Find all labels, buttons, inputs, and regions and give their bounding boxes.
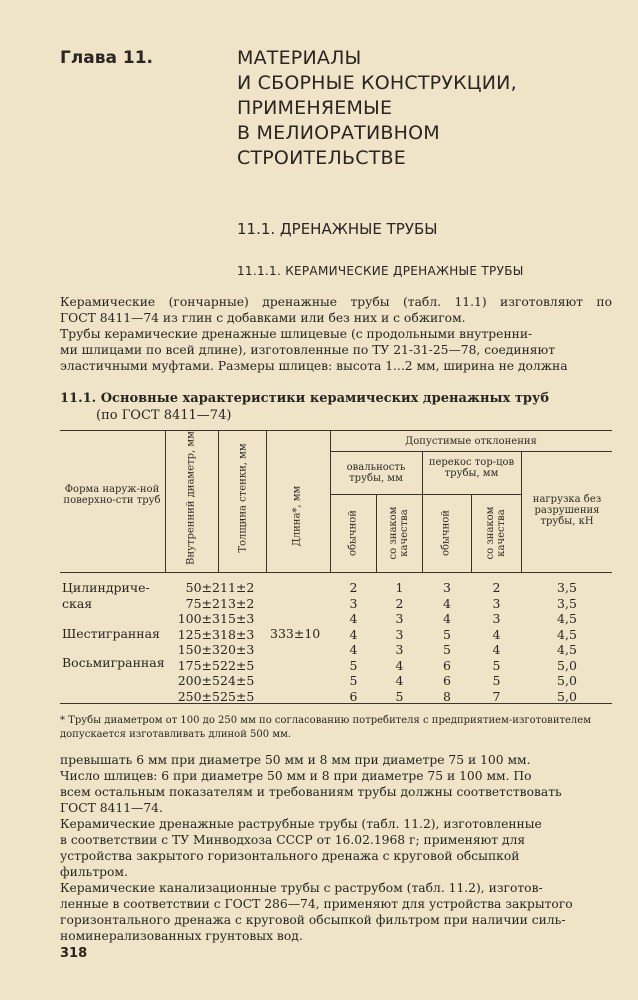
section-title: 11.1. ДРЕНАЖНЫЕ ТРУБЫ: [237, 220, 438, 238]
header-form: Форма наруж-ной поверхно-сти труб: [63, 484, 161, 506]
table-cell-s2: 7: [492, 688, 501, 704]
table-cell-s1: 8: [443, 688, 451, 704]
header-tolerances: Допустимые отклонения: [405, 436, 537, 447]
table-cell-d: 125±3: [177, 626, 220, 642]
table-cell-w: 20±3: [220, 642, 255, 657]
table-cell-s1: 4: [443, 611, 451, 626]
table-cell-s1: 6: [443, 657, 451, 673]
text-line: ленные в соответствии с ГОСТ 286—74, применяют для устройства закрытого: [60, 897, 573, 911]
table-caption-sub: (по ГОСТ 8411—74): [96, 408, 232, 423]
form-cylindrical: Цилиндриче-ская: [62, 580, 150, 611]
table-cell-s2: 3: [492, 595, 501, 611]
table-cell-d: 150±3: [177, 642, 220, 657]
chapter-title: [237, 46, 597, 171]
text-line: горизонтального дренажа с круговой обсыпкой фильтром при наличии силь-: [60, 913, 566, 927]
subgroup-rule: [330, 494, 521, 495]
header-quality-text: со знаком качества: [485, 506, 507, 560]
text-line: ми шлицами по всей длине), изготовленные по ТУ 21-31-25—78, соединяют: [60, 343, 556, 357]
table-cell-s2: 5: [492, 673, 501, 688]
table-cell-load: 3,5: [557, 580, 577, 595]
table-cell-s1: 6: [443, 673, 451, 688]
table-cell-s1: 5: [443, 642, 451, 657]
table-cell-o2: 1: [395, 580, 404, 595]
table-cell-o2: 3: [395, 626, 404, 642]
table-cell-o2: 3: [395, 642, 404, 657]
table-cell-d: 100±3: [177, 611, 220, 626]
header-inner-diameter-text: Внутренний диаметр, мм: [185, 431, 197, 565]
header-ordinary-text: обычной: [347, 510, 359, 556]
table-cell-s2: 3: [492, 611, 501, 626]
column-divider: [471, 494, 472, 572]
text-line: Керамические (гончарные) дренажные трубы (табл. 11.1) изготовляют по: [60, 295, 612, 309]
chapter-title-line: И СБОРНЫЕ КОНСТРУКЦИИ,: [237, 72, 517, 94]
table-cell-w: 18±3: [220, 626, 255, 642]
header-bottom-rule: [60, 572, 612, 573]
header-inner-diameter: [186, 431, 197, 565]
text-line: эластичными муфтами. Размеры шлицев: высота 1...2 мм, ширина не должна: [60, 359, 568, 373]
table-cell-w: 11±2: [220, 580, 255, 595]
table-cell-o1: 4: [349, 626, 358, 642]
table-cell-o1: 4: [349, 611, 358, 626]
text-line: Число шлицев: 6 при диаметре 50 мм и 8 при диаметре 75 и 100 мм. По: [60, 769, 532, 783]
chapter-title-line: СТРОИТЕЛЬСТВЕ: [237, 147, 406, 169]
text-line: в соответствии с ТУ Минводхоза СССР от 16.02.1968 г; применяют для: [60, 833, 526, 847]
table-cell-load: 3,5: [557, 595, 577, 611]
text-line: ГОСТ 8411—74.: [60, 801, 163, 815]
table-cell-s2: 2: [492, 580, 501, 595]
table-cell-d: 75±2: [185, 595, 220, 611]
table-cell-load: 5,0: [557, 657, 577, 673]
table-cell-w: 13±2: [220, 595, 255, 611]
table-cell-s2: 4: [492, 626, 501, 642]
table-cell-o1: 5: [349, 657, 358, 673]
form-hexagonal: Шестигранная: [62, 626, 160, 641]
table-footnote: * Трубы диаметром от 100 до 250 мм по согласованию потребителя с предприятием-изготовителем допускается изготавливать длиной 500 мм.: [60, 715, 591, 740]
column-divider: [330, 430, 331, 572]
column-divider: [218, 430, 219, 572]
header-ovality: овальность трубы, мм: [346, 462, 406, 484]
table-cell-w: 22±5: [220, 657, 255, 673]
header-length: [292, 486, 303, 547]
chapter-title-line: МАТЕРИАЛЫ: [237, 47, 362, 69]
subsection-title: 11.1.1. КЕРАМИЧЕСКИЕ ДРЕНАЖНЫЕ ТРУБЫ: [237, 264, 524, 278]
table-cell-o1: 3: [349, 595, 358, 611]
table-cell-d: 200±5: [177, 673, 220, 688]
length-value: 333±10: [270, 626, 321, 641]
table-cell-o1: 6: [349, 688, 358, 704]
table-cell-d: 50±2: [185, 580, 220, 595]
table-cell-load: 4,5: [557, 626, 577, 642]
header-wall-text: Толщина стенки, мм: [237, 443, 249, 553]
text-line: номинерализованных грунтовых вод.: [60, 929, 303, 943]
continuation-paragraph: [60, 752, 612, 944]
table-cell-o2: 2: [395, 595, 404, 611]
table-cell-s1: 4: [443, 595, 451, 611]
table-cell-o2: 4: [395, 673, 404, 688]
form-octagonal: Восьмигранная: [62, 655, 165, 670]
text-line: устройства закрытого горизонтального дренажа с круговой обсыпкой: [60, 849, 520, 863]
table-caption: [60, 390, 549, 424]
table-cell-s1: 3: [443, 580, 451, 595]
table-cell-o1: 4: [349, 642, 358, 657]
table-cell-o2: 4: [395, 657, 404, 673]
table-cell-o2: 3: [395, 611, 404, 626]
column-divider: [376, 494, 377, 572]
header-quality-ovality: [388, 498, 410, 568]
header-wall-thickness: [238, 443, 249, 552]
table-cell-s2: 4: [492, 642, 501, 657]
table-top-rule: [60, 430, 612, 431]
table-cell-s2: 5: [492, 657, 501, 673]
text-line: превышать 6 мм при диаметре 50 мм и 8 мм при диаметре 75 и 100 мм.: [60, 753, 531, 767]
table-cell-o1: 5: [349, 673, 358, 688]
table-cell-o2: 5: [395, 688, 404, 704]
column-divider: [422, 451, 423, 572]
header-load: нагрузка без разрушения трубы, кН: [532, 494, 602, 527]
table-cell-d: 175±5: [177, 657, 220, 673]
table-cell-o1: 2: [349, 580, 358, 595]
text-line: фильтром.: [60, 865, 128, 879]
chapter-title-line: ПРИМЕНЯЕМЫЕ: [237, 97, 393, 119]
table-cell-w: 15±3: [220, 611, 255, 626]
header-quality-text: со знаком качества: [388, 506, 410, 560]
column-divider: [165, 430, 166, 572]
table-caption-title: 11.1. Основные характеристики керамических дренажных труб: [60, 391, 549, 406]
table-cell-load: 5,0: [557, 673, 577, 688]
table-cell-load: 5,0: [557, 688, 577, 704]
header-quality-skew: [485, 498, 507, 568]
text-line: Трубы керамические дренажные шлицевые (с продольными внутренни-: [60, 327, 533, 341]
table-cell-load: 4,5: [557, 611, 577, 626]
table-cell-w: 25±5: [220, 688, 255, 704]
header-ordinary-ovality: [348, 510, 359, 556]
text-line: всем остальным показателям и требованиям трубы должны соответствовать: [60, 785, 562, 799]
table-cell-load: 4,5: [557, 642, 577, 657]
text-line: ГОСТ 8411—74 из глин с добавками или без них и с обжигом.: [60, 311, 466, 325]
page-number: 318: [60, 946, 88, 961]
column-divider: [266, 430, 267, 572]
table-cell-d: 250±5: [177, 688, 220, 704]
header-ordinary-text: обычной: [440, 510, 452, 556]
header-length-text: Длина*, мм: [291, 485, 303, 547]
table-cell-s1: 5: [443, 626, 451, 642]
table-cell-w: 24±5: [220, 673, 255, 688]
intro-paragraph: [60, 294, 612, 374]
chapter-title-line: В МЕЛИОРАТИВНОМ: [237, 122, 440, 144]
header-ordinary-skew: [441, 510, 452, 556]
tolerances-rule: [330, 451, 612, 452]
header-skew: перекос тор-цов трубы, мм: [428, 457, 515, 479]
chapter-label: Глава 11.: [60, 48, 154, 68]
text-line: Керамические канализационные трубы с раструбом (табл. 11.2), изготов-: [60, 881, 543, 895]
text-line: Керамические дренажные раструбные трубы (табл. 11.2), изготовленные: [60, 817, 542, 831]
